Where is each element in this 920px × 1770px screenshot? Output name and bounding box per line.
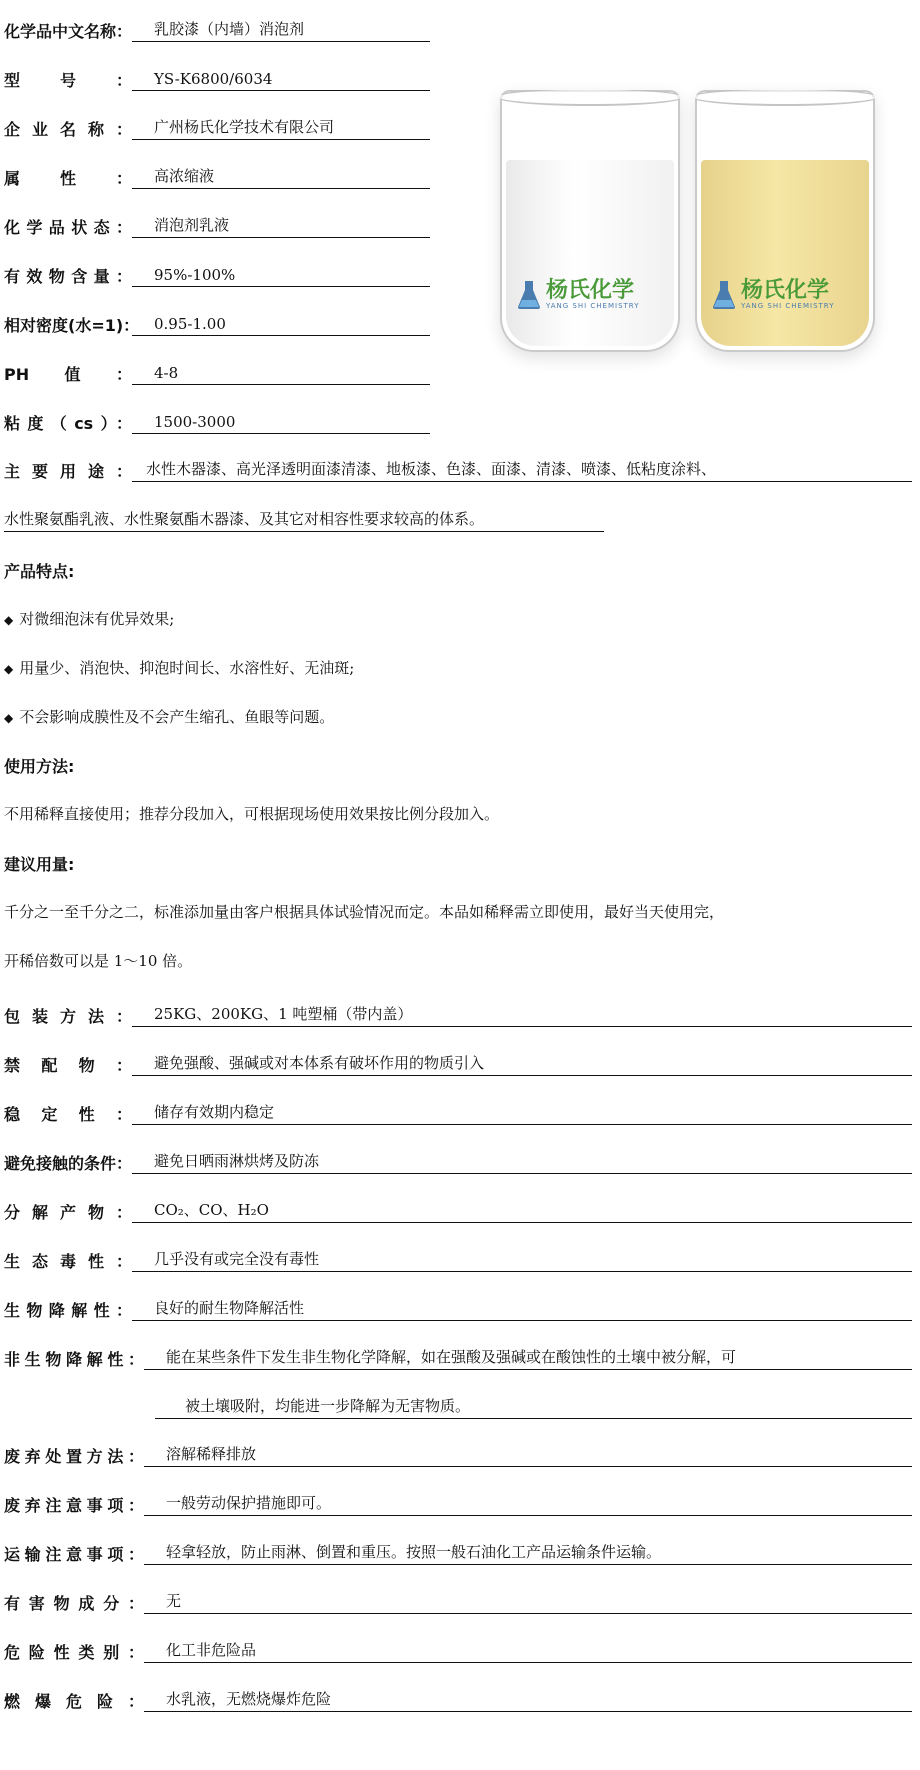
field-row [4,12,912,42]
field-label: 型号： [4,71,132,90]
feature-item [4,706,334,727]
field-value: 轻拿轻放，防止雨淋、倒置和重压。按照一般石油化工产品运输条件运输。 [144,1541,912,1565]
field-value: 几乎没有或完全没有毒性 [132,1248,912,1272]
field-row [4,1682,912,1712]
field-label: 有效物含量： [4,267,132,286]
feature-text: 对微细泡沫有优异效果; [19,610,175,628]
field-value: 水乳液，无燃烧爆炸危险 [144,1688,912,1712]
field-label: 化学品中文名称： [4,22,133,41]
feature-text: 不会影响成膜性及不会产生缩孔、鱼眼等问题。 [19,708,335,726]
field-value: 良好的耐生物降解活性 [132,1297,912,1321]
field-label: 禁配物： [4,1056,132,1075]
usage-row [4,452,912,482]
nonbio-row [4,1340,912,1370]
feature-text: 用量少、消泡快、抑泡时间长、水溶性好、无油斑; [19,659,355,677]
field-value: 广州杨氏化学技术有限公司 [132,116,430,140]
field-value: 0.95-1.00 [132,315,430,336]
field-label: 运输注意事项： [4,1545,144,1564]
feature-item [4,657,354,678]
field-row [4,1486,912,1516]
field-label: 废弃处置方法： [4,1447,144,1466]
field-row [4,1095,912,1125]
features-heading: 产品特点: [4,562,75,581]
field-row [4,1242,912,1272]
nonbio-line-1: 能在某些条件下发生非生物化学降解，如在强酸及强碱或在酸蚀性的土壤中被分解，可 [144,1346,912,1370]
field-row [4,1584,912,1614]
field-label: 燃爆危险： [4,1692,144,1711]
field-label: 包装方法： [4,1007,132,1026]
diamond-bullet-icon: ◆ [4,662,14,676]
white-emulsion-beaker [500,90,680,352]
field-value: 溶解稀释排放 [144,1443,912,1467]
field-value: 储存有效期内稳定 [132,1101,912,1125]
field-value: 无 [144,1590,912,1614]
product-beakers-image [500,62,895,382]
feature-item [4,608,174,629]
field-value: CO₂、CO、H₂O [132,1199,912,1223]
nonbio-label: 非生物降解性： [4,1350,144,1369]
field-row [4,1633,912,1663]
field-row [4,1437,912,1467]
field-row [4,1193,912,1223]
field-value: 高浓缩液 [132,165,430,189]
field-label: 废弃注意事项： [4,1496,144,1515]
field-label: 危险性类别： [4,1643,144,1662]
usage-line-2: 水性聚氨酯乳液、水性聚氨酯木器漆、及其它对相容性要求较高的体系。 [4,508,604,532]
field-row [4,1144,912,1174]
field-row [4,1535,912,1565]
field-value: 25KG、200KG、1 吨塑桶（带内盖） [132,1003,912,1027]
field-value: 乳胶漆（内墙）消泡剂 [132,18,430,42]
diamond-bullet-icon: ◆ [4,711,14,725]
dosage-line-1: 千分之一至千分之二，标准添加量由客户根据具体试验情况而定。本品如稀释需立即使用，最好当天使用完， [4,903,725,921]
dosage-line-2: 开稀倍数可以是 1～10 倍。 [4,952,193,970]
field-label: 企业名称： [4,120,132,139]
nonbio-line-2: 被土壤吸附，均能进一步降解为无害物质。 [155,1395,912,1419]
company-logo: 杨氏化学 YANG SHI CHEMISTRY [713,280,835,310]
field-label: 化学品状态： [4,218,132,237]
field-value: 避免日晒雨淋烘烤及防冻 [132,1150,912,1174]
field-label: 避免接触的条件： [4,1154,133,1173]
field-value: 1500-3000 [132,413,430,434]
field-value: 消泡剂乳液 [132,214,430,238]
field-label: PH值： [4,365,132,384]
field-value: 避免强酸、强碱或对本体系有破坏作用的物质引入 [132,1052,912,1076]
field-value: 化工非危险品 [144,1639,912,1663]
usage-line-1: 水性木器漆、高光泽透明面漆清漆、地板漆、色漆、面漆、清漆、喷漆、低粘度涂料、 [132,458,912,482]
method-heading: 使用方法: [4,757,75,776]
field-label: 稳定性： [4,1105,132,1124]
flask-icon [518,280,540,310]
field-value: YS-K6800/6034 [132,70,430,91]
field-label: 属性： [4,169,132,188]
field-label: 生物降解性： [4,1301,132,1320]
field-label: 生态毒性： [4,1252,132,1271]
field-row [4,997,912,1027]
diamond-bullet-icon: ◆ [4,613,14,627]
method-text: 不用稀释直接使用；推荐分段加入，可根据现场使用效果按比例分段加入。 [4,805,500,823]
field-row [4,404,912,434]
field-label: 粘度（cs）： [4,414,132,433]
field-row [4,1291,912,1321]
flask-icon [713,280,735,310]
field-row [4,1046,912,1076]
company-logo: 杨氏化学 YANG SHI CHEMISTRY [518,280,640,310]
field-label: 分解产物： [4,1203,132,1222]
dosage-heading: 建议用量: [4,855,75,874]
yellow-emulsion-beaker [695,90,875,352]
field-value: 95%-100% [132,266,430,287]
field-label: 有害物成分： [4,1594,144,1613]
field-value: 4-8 [132,364,430,385]
field-label: 相对密度(水=1)： [4,316,140,335]
field-value: 一般劳动保护措施即可。 [144,1492,912,1516]
usage-label: 主要用途： [4,462,132,481]
